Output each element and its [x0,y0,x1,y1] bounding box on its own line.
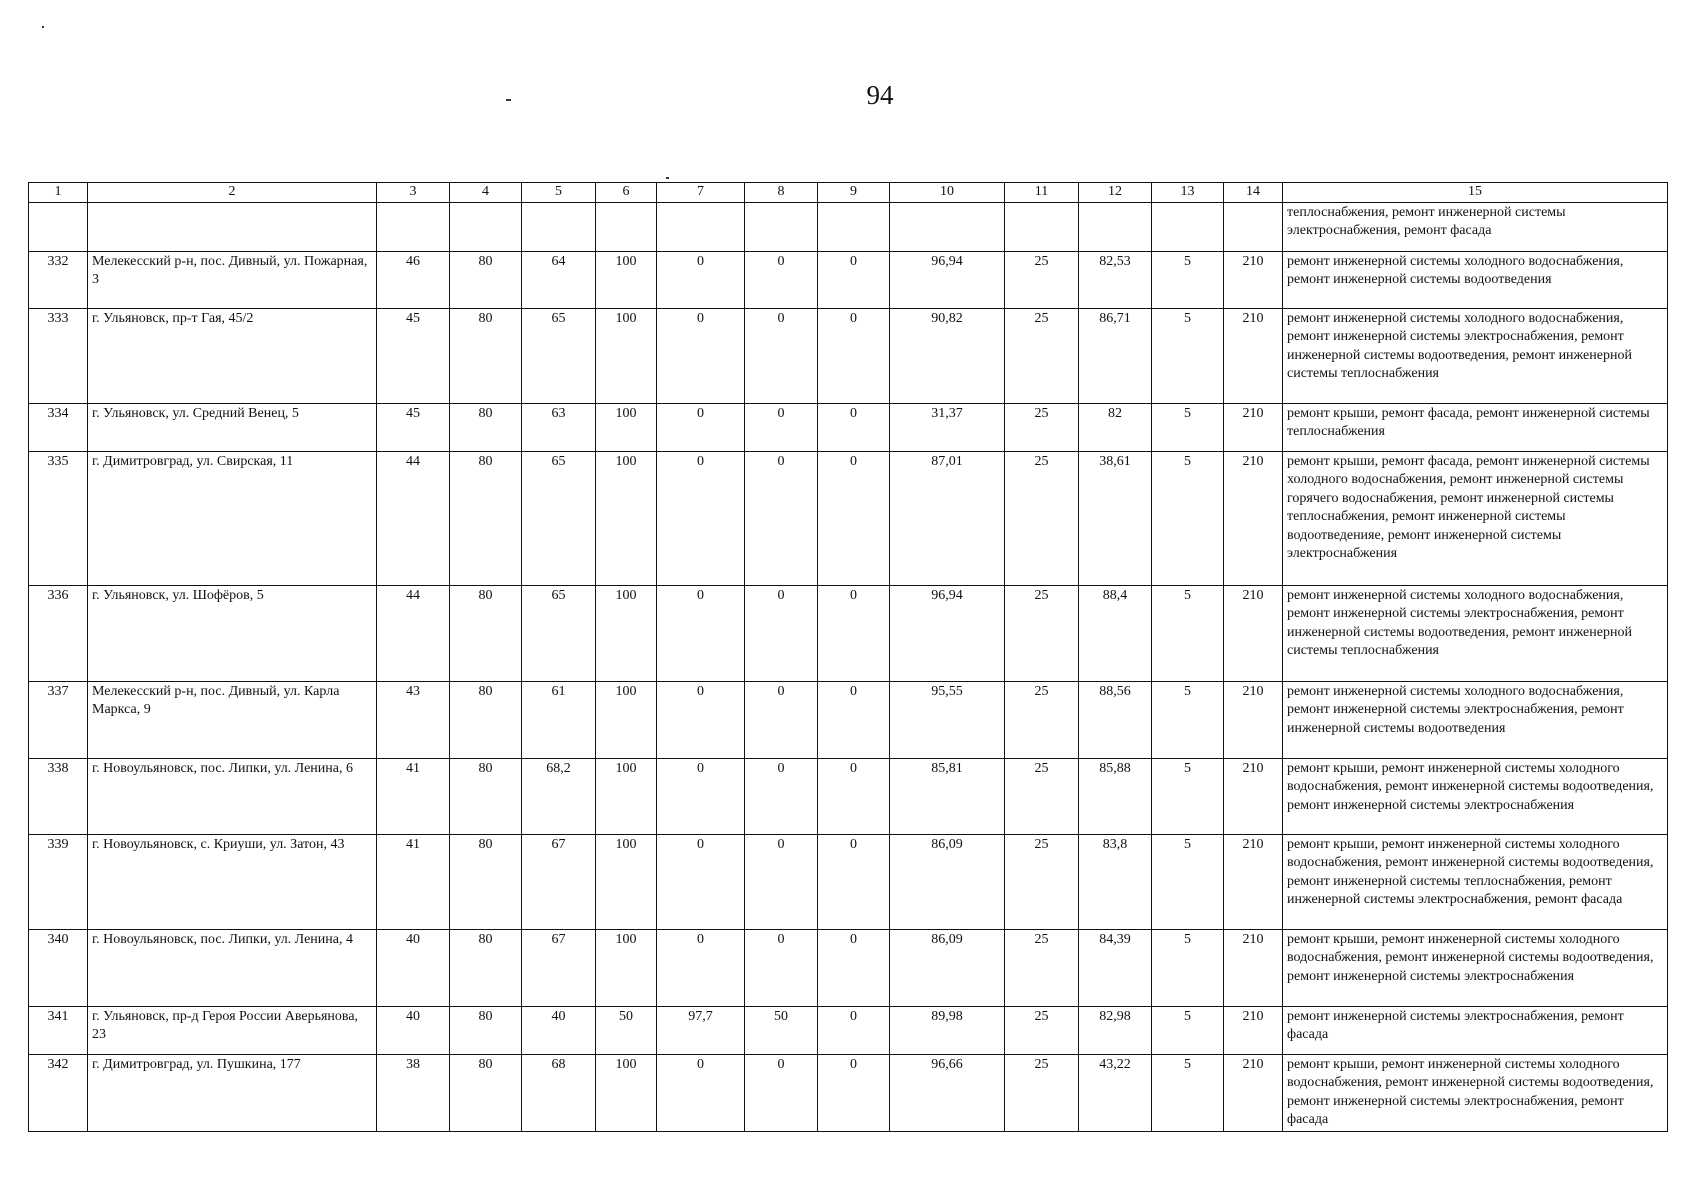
column-header: 5 [522,183,596,203]
col-14: 210 [1224,308,1283,403]
col-11: 25 [1005,585,1079,681]
planned-works: ремонт инженерной системы холодного водоснабжения, ремонт инженерной системы водоотведения [1283,251,1668,308]
row-number: 339 [29,834,88,929]
col-10: 95,55 [890,681,1005,758]
col-13: 5 [1152,585,1224,681]
col-9: 0 [818,681,890,758]
row-number: 337 [29,681,88,758]
address: г. Димитровград, ул. Пушкина, 177 [88,1054,377,1131]
col-3: 41 [377,758,450,834]
col-5: 65 [522,585,596,681]
row-number [29,202,88,251]
column-header: 7 [657,183,745,203]
row-number: 334 [29,403,88,451]
table-row [29,585,1668,681]
col-14: 210 [1224,834,1283,929]
col-3: 40 [377,929,450,1006]
col-13: 5 [1152,929,1224,1006]
col-14: 210 [1224,929,1283,1006]
col-7: 0 [657,929,745,1006]
table-row [29,758,1668,834]
col-11: 25 [1005,251,1079,308]
col-14: 210 [1224,251,1283,308]
col-11: 25 [1005,834,1079,929]
col-10: 31,37 [890,403,1005,451]
col-10: 86,09 [890,929,1005,1006]
col-14 [1224,202,1283,251]
col-11: 25 [1005,451,1079,585]
col-13: 5 [1152,758,1224,834]
col-3: 45 [377,308,450,403]
col-8: 50 [745,1006,818,1054]
col-13: 5 [1152,1006,1224,1054]
address: Мелекесский р-н, пос. Дивный, ул. Пожарная, 3 [88,251,377,308]
col-9 [818,202,890,251]
col-5: 67 [522,834,596,929]
col-9: 0 [818,1006,890,1054]
col-14: 210 [1224,1006,1283,1054]
address [88,202,377,251]
col-5: 40 [522,1006,596,1054]
column-header: 13 [1152,183,1224,203]
col-11 [1005,202,1079,251]
col-8: 0 [745,585,818,681]
col-8: 0 [745,681,818,758]
col-6: 50 [596,1006,657,1054]
col-14: 210 [1224,1054,1283,1131]
col-5: 65 [522,451,596,585]
planned-works: ремонт инженерной системы холодного водоснабжения, ремонт инженерной системы электроснабжения, ремонт инженерной системы водоотведения, ремонт инженерной системы теплоснабжения [1283,585,1668,681]
col-8: 0 [745,1054,818,1131]
col-12: 88,4 [1079,585,1152,681]
col-4 [450,202,522,251]
col-12: 85,88 [1079,758,1152,834]
address: г. Новоульяновск, с. Криуши, ул. Затон, 43 [88,834,377,929]
col-6 [596,202,657,251]
col-9: 0 [818,1054,890,1131]
col-5: 65 [522,308,596,403]
col-13: 5 [1152,308,1224,403]
planned-works: ремонт крыши, ремонт инженерной системы холодного водоснабжения, ремонт инженерной системы водоотведения, ремонт инженерной системы электроснабжения [1283,929,1668,1006]
scan-speck [506,99,511,101]
column-header: 14 [1224,183,1283,203]
col-8: 0 [745,834,818,929]
col-3: 40 [377,1006,450,1054]
col-8: 0 [745,403,818,451]
column-header: 12 [1079,183,1152,203]
col-13: 5 [1152,681,1224,758]
col-3: 38 [377,1054,450,1131]
column-header: 10 [890,183,1005,203]
address: г. Ульяновск, пр-д Героя России Аверьянова, 23 [88,1006,377,1054]
row-number: 340 [29,929,88,1006]
col-10: 96,94 [890,585,1005,681]
column-header: 6 [596,183,657,203]
address: г. Ульяновск, ул. Шофёров, 5 [88,585,377,681]
col-5 [522,202,596,251]
col-6: 100 [596,681,657,758]
col-4: 80 [450,585,522,681]
col-4: 80 [450,1054,522,1131]
table-row [29,202,1668,251]
row-number: 332 [29,251,88,308]
col-10 [890,202,1005,251]
col-11: 25 [1005,929,1079,1006]
col-9: 0 [818,929,890,1006]
col-6: 100 [596,758,657,834]
col-9: 0 [818,585,890,681]
col-10: 86,09 [890,834,1005,929]
row-number: 335 [29,451,88,585]
col-11: 25 [1005,1006,1079,1054]
header-row [29,183,1668,203]
col-5: 67 [522,929,596,1006]
col-3: 46 [377,251,450,308]
col-13: 5 [1152,451,1224,585]
col-12: 84,39 [1079,929,1152,1006]
column-header: 1 [29,183,88,203]
col-6: 100 [596,251,657,308]
col-13 [1152,202,1224,251]
col-5: 63 [522,403,596,451]
col-4: 80 [450,451,522,585]
col-9: 0 [818,251,890,308]
planned-works: ремонт крыши, ремонт фасада, ремонт инженерной системы теплоснабжения [1283,403,1668,451]
table-row [29,308,1668,403]
col-13: 5 [1152,1054,1224,1131]
address: г. Новоульяновск, пос. Липки, ул. Ленина, 6 [88,758,377,834]
col-8: 0 [745,308,818,403]
scan-speck [666,177,669,179]
col-6: 100 [596,929,657,1006]
col-8: 0 [745,451,818,585]
col-12: 88,56 [1079,681,1152,758]
col-11: 25 [1005,308,1079,403]
col-3: 41 [377,834,450,929]
col-13: 5 [1152,834,1224,929]
col-6: 100 [596,834,657,929]
planned-works: ремонт инженерной системы холодного водоснабжения, ремонт инженерной системы электроснабжения, ремонт инженерной системы водоотведения [1283,681,1668,758]
col-12: 43,22 [1079,1054,1152,1131]
address: Мелекесский р-н, пос. Дивный, ул. Карла Маркса, 9 [88,681,377,758]
planned-works: ремонт инженерной системы электроснабжения, ремонт фасада [1283,1006,1668,1054]
col-7: 97,7 [657,1006,745,1054]
col-7: 0 [657,403,745,451]
column-header: 11 [1005,183,1079,203]
table-row [29,1006,1668,1054]
col-9: 0 [818,308,890,403]
table-row [29,834,1668,929]
column-header: 2 [88,183,377,203]
col-6: 100 [596,1054,657,1131]
col-4: 80 [450,929,522,1006]
col-3: 44 [377,451,450,585]
col-6: 100 [596,403,657,451]
address: г. Новоульяновск, пос. Липки, ул. Ленина, 4 [88,929,377,1006]
col-8: 0 [745,251,818,308]
col-12: 82,98 [1079,1006,1152,1054]
planned-works: ремонт крыши, ремонт фасада, ремонт инженерной системы холодного водоснабжения, ремонт инженерной системы горячего водоснабжения, ремонт инженерной системы теплоснабжения, ремонт инженерной системы водоотведенияе, ремонт инженерной системы электроснабжения [1283,451,1668,585]
table-row [29,681,1668,758]
col-6: 100 [596,308,657,403]
table-row [29,251,1668,308]
column-header: 15 [1283,183,1668,203]
row-number: 341 [29,1006,88,1054]
col-9: 0 [818,403,890,451]
row-number: 342 [29,1054,88,1131]
planned-works: ремонт инженерной системы холодного водоснабжения, ремонт инженерной системы электроснабжения, ремонт инженерной системы водоотведения, ремонт инженерной системы теплоснабжения [1283,308,1668,403]
col-4: 80 [450,308,522,403]
col-5: 61 [522,681,596,758]
planned-works: теплоснабжения, ремонт инженерной системы электроснабжения, ремонт фасада [1283,202,1668,251]
col-12: 83,8 [1079,834,1152,929]
table-row [29,929,1668,1006]
col-7 [657,202,745,251]
col-10: 96,66 [890,1054,1005,1131]
col-7: 0 [657,308,745,403]
page-number: 94 [866,80,894,110]
address: г. Димитровград, ул. Свирская, 11 [88,451,377,585]
col-12 [1079,202,1152,251]
col-10: 89,98 [890,1006,1005,1054]
col-7: 0 [657,585,745,681]
col-4: 80 [450,758,522,834]
col-7: 0 [657,758,745,834]
col-14: 210 [1224,451,1283,585]
col-5: 64 [522,251,596,308]
col-11: 25 [1005,1054,1079,1131]
row-number: 338 [29,758,88,834]
col-14: 210 [1224,403,1283,451]
col-11: 25 [1005,758,1079,834]
col-13: 5 [1152,403,1224,451]
col-5: 68 [522,1054,596,1131]
col-12: 82 [1079,403,1152,451]
address: г. Ульяновск, пр-т Гая, 45/2 [88,308,377,403]
address: г. Ульяновск, ул. Средний Венец, 5 [88,403,377,451]
planned-works: ремонт крыши, ремонт инженерной системы холодного водоснабжения, ремонт инженерной системы водоотведения, ремонт инженерной системы теплоснабжения, ремонт инженерной системы электроснабжения, ремонт фасада [1283,834,1668,929]
col-4: 80 [450,1006,522,1054]
column-header: 3 [377,183,450,203]
row-number: 336 [29,585,88,681]
col-4: 80 [450,251,522,308]
col-10: 87,01 [890,451,1005,585]
column-header: 4 [450,183,522,203]
col-12: 86,71 [1079,308,1152,403]
col-14: 210 [1224,758,1283,834]
col-6: 100 [596,585,657,681]
col-3: 45 [377,403,450,451]
col-14: 210 [1224,681,1283,758]
col-7: 0 [657,834,745,929]
col-7: 0 [657,451,745,585]
col-7: 0 [657,251,745,308]
column-header: 9 [818,183,890,203]
table-row [29,451,1668,585]
col-9: 0 [818,451,890,585]
col-3: 43 [377,681,450,758]
col-3 [377,202,450,251]
col-6: 100 [596,451,657,585]
col-8: 0 [745,758,818,834]
col-14: 210 [1224,585,1283,681]
col-9: 0 [818,834,890,929]
table-row [29,1054,1668,1131]
scan-speck [42,26,44,28]
col-4: 80 [450,681,522,758]
col-9: 0 [818,758,890,834]
col-8: 0 [745,929,818,1006]
col-10: 96,94 [890,251,1005,308]
col-11: 25 [1005,681,1079,758]
col-12: 82,53 [1079,251,1152,308]
col-11: 25 [1005,403,1079,451]
col-7: 0 [657,1054,745,1131]
planned-works: ремонт крыши, ремонт инженерной системы холодного водоснабжения, ремонт инженерной системы водоотведения, ремонт инженерной системы электроснабжения [1283,758,1668,834]
col-8 [745,202,818,251]
col-4: 80 [450,403,522,451]
works-table [28,182,1668,1132]
row-number: 333 [29,308,88,403]
col-7: 0 [657,681,745,758]
planned-works: ремонт крыши, ремонт инженерной системы холодного водоснабжения, ремонт инженерной системы водоотведения, ремонт инженерной системы электроснабжения, ремонт фасада [1283,1054,1668,1131]
col-5: 68,2 [522,758,596,834]
col-10: 90,82 [890,308,1005,403]
column-header: 8 [745,183,818,203]
col-10: 85,81 [890,758,1005,834]
col-4: 80 [450,834,522,929]
table-row [29,403,1668,451]
col-3: 44 [377,585,450,681]
col-13: 5 [1152,251,1224,308]
col-12: 38,61 [1079,451,1152,585]
